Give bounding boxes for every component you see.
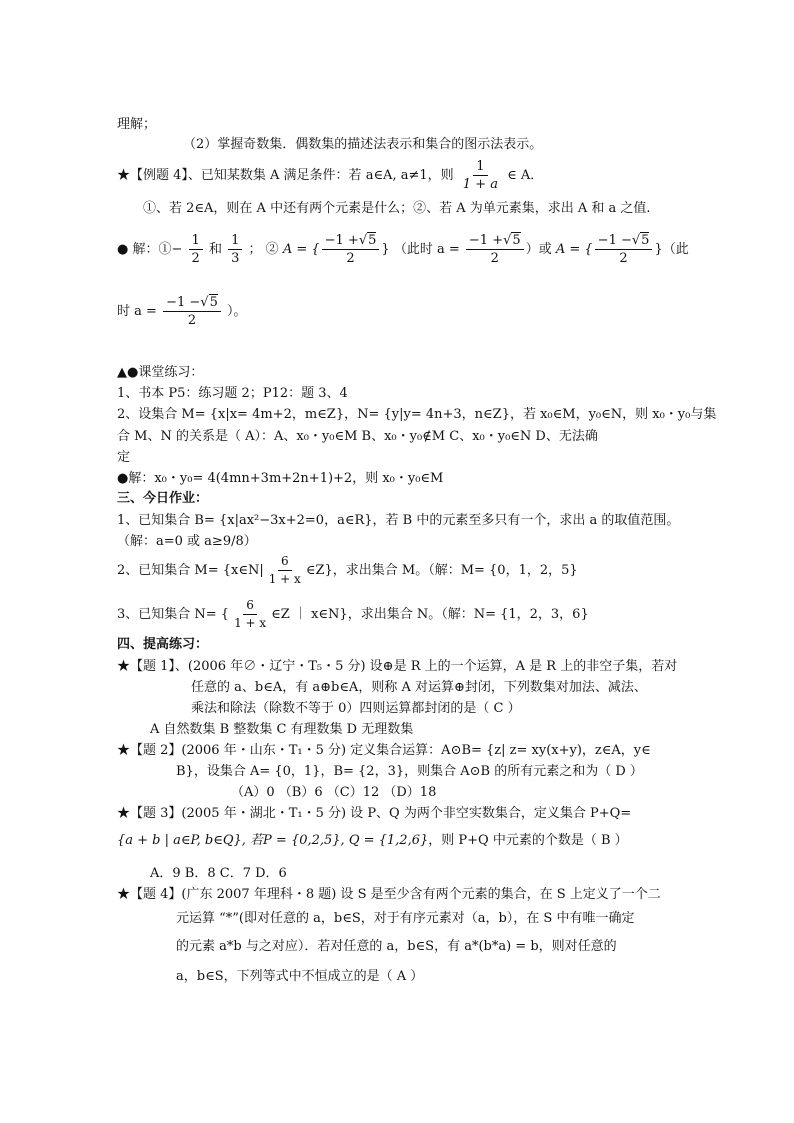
fraction-sqrt5-plus-2 — [466, 232, 524, 267]
homework-3 — [117, 596, 589, 634]
practice-2-line-3: 定 — [117, 450, 131, 465]
fraction-numerator: 6 — [278, 553, 292, 571]
fraction-denominator: 1 + a — [462, 177, 498, 192]
fraction-denominator: 2 — [346, 251, 355, 266]
numerator-text: −1 + — [468, 233, 504, 248]
fraction-numerator: 1 — [473, 158, 487, 176]
fraction-numerator: 1 — [228, 232, 242, 250]
fraction-denominator: 2 — [191, 251, 200, 266]
homework-1: 1、已知集合 B= {x|ax²−3x+2=0，a∈R}，若 B 中的元素至多只有一个，求出 a 的取值范围。 — [117, 513, 680, 528]
minus-sign: − — [171, 242, 183, 257]
fraction-6-over-1-plus-x-2 — [231, 597, 269, 632]
question-3-line-1: ★【题 3】(2005 年・湖北・T₁・5 分) 设 P、Q 为两个非空实数集合，定义集合 P+Q= — [117, 806, 632, 821]
radicand: 5 — [368, 233, 377, 248]
example-4-tail: ∈ A． — [507, 168, 544, 183]
example-4-solution — [117, 228, 689, 272]
fraction-numerator: −1 +√5 — [466, 232, 524, 250]
practice-title: ▲●课堂练习： — [117, 365, 204, 380]
radicand: 5 — [209, 295, 218, 310]
question-1-line-1: ★【题 1】、(2006 年∅・辽宁・T₅・5 分) 设⊕是 R 上的一个运算，A 是 R 上的非空子集，若对 — [117, 659, 678, 674]
numerator-text: −1 − — [597, 233, 632, 248]
set-a-equals: A = { — [282, 242, 320, 257]
example-4-head-text: ★【例题 4】、已知某数集 A 满足条件：若 a∈A, a≠1，则 — [117, 168, 454, 183]
fraction-denominator: 1 + x — [234, 616, 267, 630]
fraction-numerator: −1 +√5 — [322, 232, 380, 250]
question-3-options: A．9 B．8 C．7 D．6 — [150, 866, 287, 881]
fraction-numerator: 1 — [189, 232, 203, 250]
question-4-line-1: ★【题 4】(广东 2007 年理科・8 题) 设 S 是至少含有两个元素的集合，在 S 上定义了一个二 — [117, 887, 661, 902]
fraction-denominator: 2 — [490, 251, 499, 266]
question-1-line-2: 任意的 a、b∈A，有 a⊕b∈A，则称 A 对运算⊕封闭，下列数集对加法、减法、 — [191, 680, 647, 695]
example-4-heading — [117, 158, 543, 194]
solution-cont-suffix: ）。 — [226, 304, 247, 319]
solution-prefix: ● 解：① — [117, 242, 172, 257]
question-3-line-2 — [117, 832, 628, 850]
fraction-sqrt5-plus — [322, 232, 380, 267]
numerator-text: −1 + — [324, 233, 359, 248]
homework-title: 三、今日作业： — [117, 491, 209, 506]
fraction-one-half — [189, 232, 203, 267]
numerator-text: −1 − — [166, 295, 201, 310]
fraction-numerator: −1 −√5 — [595, 232, 653, 250]
brace-close: } — [381, 242, 390, 257]
fraction-denominator: 1 + x — [268, 572, 301, 586]
practice-1: 1、书本 P5：练习题 2；P12：题 3、4 — [117, 386, 348, 401]
question-4-line-3: 的元素 a*b 与之对应）．若对任意的 a，b∈S，有 a*(b*a) = b，则对任意的 — [176, 939, 617, 954]
question-2-line-2: B}，设集合 A= {0，1}，B= {2，3}，则集合 A⊙B 的所有元素之和为（ D ） — [176, 764, 643, 779]
fraction-1-over-1-plus-a — [460, 158, 501, 193]
fraction-6-over-1-plus-x — [266, 553, 304, 588]
practice-2-line-2: 合 M、N 的关系是（ A）：A、x₀・y₀∈M B、x₀・y₀∉M C、x₀・y₀∈N D、无法确 — [117, 429, 598, 444]
set-a-equals-2: A = { — [555, 242, 593, 257]
homework-2-post: ∈Z}，求出集合 M。（解：M= {0，1，2，5} — [305, 563, 578, 578]
paren-text: （此时 a = — [393, 242, 460, 257]
question-3-text: ，则 P+Q 中元素的个数是（ B ） — [428, 833, 628, 848]
question-1-line-3: 乘法和除法（除数不等于 0）四则运算都封闭的是（ C ） — [191, 701, 521, 716]
homework-3-pre: 3、已知集合 N= { — [117, 607, 230, 622]
fraction-sqrt5-minus-2 — [163, 294, 221, 329]
question-1-options: A 自然数集 B 整数集 C 有理数集 D 无理数集 — [150, 722, 414, 737]
radicand: 5 — [512, 233, 521, 248]
question-3-math: {a + b | a∈P, b∈Q}, 若P = {0,2,5}, Q = {1,2,6} — [117, 833, 429, 848]
practice-2-line-1: 2、设集合 M= {x|x= 4m+2，m∈Z}，N= {y|y= 4n+3，n∈Z}，若 x₀∈M，y₀∈N，则 x₀・y₀与集 — [117, 407, 717, 422]
question-2-options: （A）0 （B）6 （C）12 （D）18 — [231, 785, 437, 800]
homework-3-post: ∈Z ｜ x∈N}，求出集合 N。（解：N= {1，2，3，6} — [271, 607, 589, 622]
advanced-title: 四、提高练习： — [117, 637, 209, 652]
brace-close-2: }（此 — [654, 242, 689, 257]
example-4-question: ①、若 2∈A，则在 A 中还有两个元素是什么；②、若 A 为单元素集，求出 A 和 a 之值. — [143, 201, 651, 216]
fraction-sqrt5-minus — [595, 232, 653, 267]
solution-separator: ； ② — [248, 242, 279, 257]
question-2-line-1: ★【题 2】(2006 年・山东・T₁・5 分) 定义集合运算：A⊙B= {z| z= xy(x+y)，z∈A，y∈ — [117, 743, 651, 758]
paren-close: ）或 — [525, 242, 552, 257]
fraction-numerator: 6 — [243, 597, 257, 615]
fraction-denominator: 3 — [231, 251, 240, 266]
question-4-line-2: 元运算 “*”(即对任意的 a，b∈S，对于有序元素对（a，b），在 S 中有唯一确定 — [176, 911, 635, 926]
example-4-solution-cont — [117, 290, 247, 334]
radicand: 5 — [641, 233, 650, 248]
homework-2-pre: 2、已知集合 M= {x∈N| — [117, 563, 264, 578]
intro-line-1: 理解； — [117, 117, 157, 132]
intro-line-2: （2）掌握奇数集．偶数集的描述法表示和集合的图示法表示。 — [183, 137, 543, 152]
homework-1-solution: （解：a=0 或 a≥9/8） — [117, 534, 257, 549]
question-4-line-4: a，b∈S，下列等式中不恒成立的是（ A ） — [176, 969, 424, 984]
practice-solution: ●解：x₀・y₀= 4(4mn+3m+2n+1)+2，则 x₀・y₀∈M — [117, 471, 444, 486]
homework-2 — [117, 552, 578, 590]
fraction-denominator: 2 — [187, 313, 197, 328]
fraction-numerator: −1 −√5 — [163, 294, 221, 312]
solution-cont-prefix: 时 a = — [117, 304, 157, 319]
fraction-denominator: 2 — [619, 251, 628, 266]
fraction-one-third — [228, 232, 242, 267]
and-word: 和 — [208, 242, 222, 257]
